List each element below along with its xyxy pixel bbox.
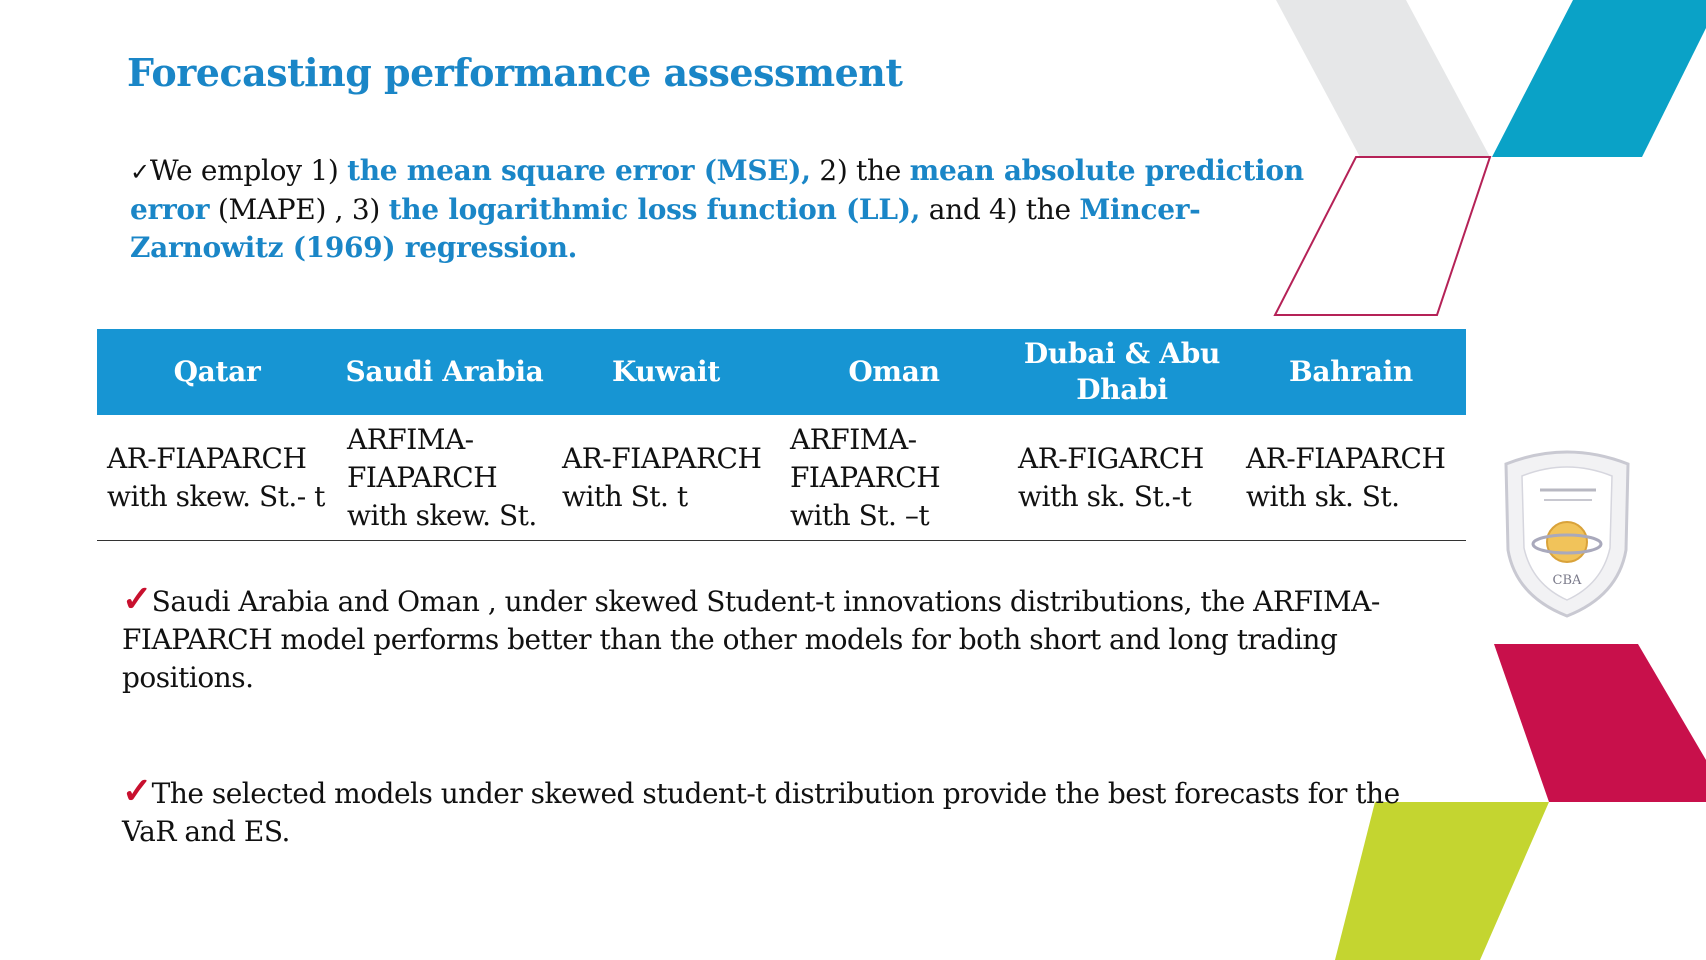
college-logo <box>1498 446 1636 620</box>
header-oman: Oman <box>780 329 1008 415</box>
header-saudi-arabia: Saudi Arabia <box>337 329 552 415</box>
cell-oman: ARFIMA-FIAPARCH with St. –t <box>780 415 1008 541</box>
globe-icon <box>1547 522 1587 562</box>
cell-qatar: AR-FIAPARCH with skew. St.- t <box>97 415 337 541</box>
bullet-text: The selected models under skewed student-t distribution provide the best forecasts for the VaR and ES. <box>122 777 1400 848</box>
crimson-parallelogram <box>1494 644 1706 802</box>
header-kuwait: Kuwait <box>552 329 780 415</box>
intro-segment: and 4) the <box>920 193 1080 226</box>
checkmark-icon: ✓ <box>122 578 152 620</box>
intro-segment: We employ 1) <box>149 154 348 187</box>
highlight-term: Mincer-Zarnowitz (1969) regression. <box>130 193 1201 264</box>
header-dubai-abu-dhabi: Dubai & Abu Dhabi <box>1008 329 1236 415</box>
bullet-text: Saudi Arabia and Oman , under skewed Student-t innovations distributions, the ARFIMA-FIAPARCH model performs better than the other models for both short and long trading positions. <box>122 585 1380 694</box>
table-header-row <box>97 329 1466 415</box>
intro-segment: 2) the <box>810 154 910 187</box>
cell-kuwait: AR-FIAPARCH with St. t <box>552 415 780 541</box>
intro-text <box>130 154 1304 264</box>
header-bahrain: Bahrain <box>1236 329 1466 415</box>
highlight-term: the logarithmic loss function (LL), <box>388 193 921 226</box>
intro-segment: (MAPE) , 3) <box>209 193 389 226</box>
table-row <box>97 415 1466 541</box>
check-icon: ✓ <box>130 158 150 186</box>
bullet-paragraph <box>122 580 1452 697</box>
cyan-parallelogram <box>1492 0 1706 157</box>
bullet-paragraph <box>122 772 1452 851</box>
header-qatar: Qatar <box>97 329 337 415</box>
checkmark-icon: ✓ <box>122 770 152 812</box>
gray-parallelogram <box>1276 0 1490 157</box>
highlight-term: the mean square error (MSE), <box>347 154 811 187</box>
models-table <box>97 329 1466 541</box>
logo-text: CBA <box>1552 573 1582 588</box>
cell-saudi-arabia: ARFIMA-FIAPARCH with skew. St. <box>337 415 552 541</box>
cell-bahrain: AR-FIAPARCH with sk. St. <box>1236 415 1466 541</box>
slide-title: Forecasting performance assessment <box>127 50 903 95</box>
highlight-term: mean absolute prediction error <box>130 154 1304 226</box>
intro-paragraph <box>130 152 1310 267</box>
cell-dubai-abu-dhabi: AR-FIGARCH with sk. St.-t <box>1008 415 1236 541</box>
